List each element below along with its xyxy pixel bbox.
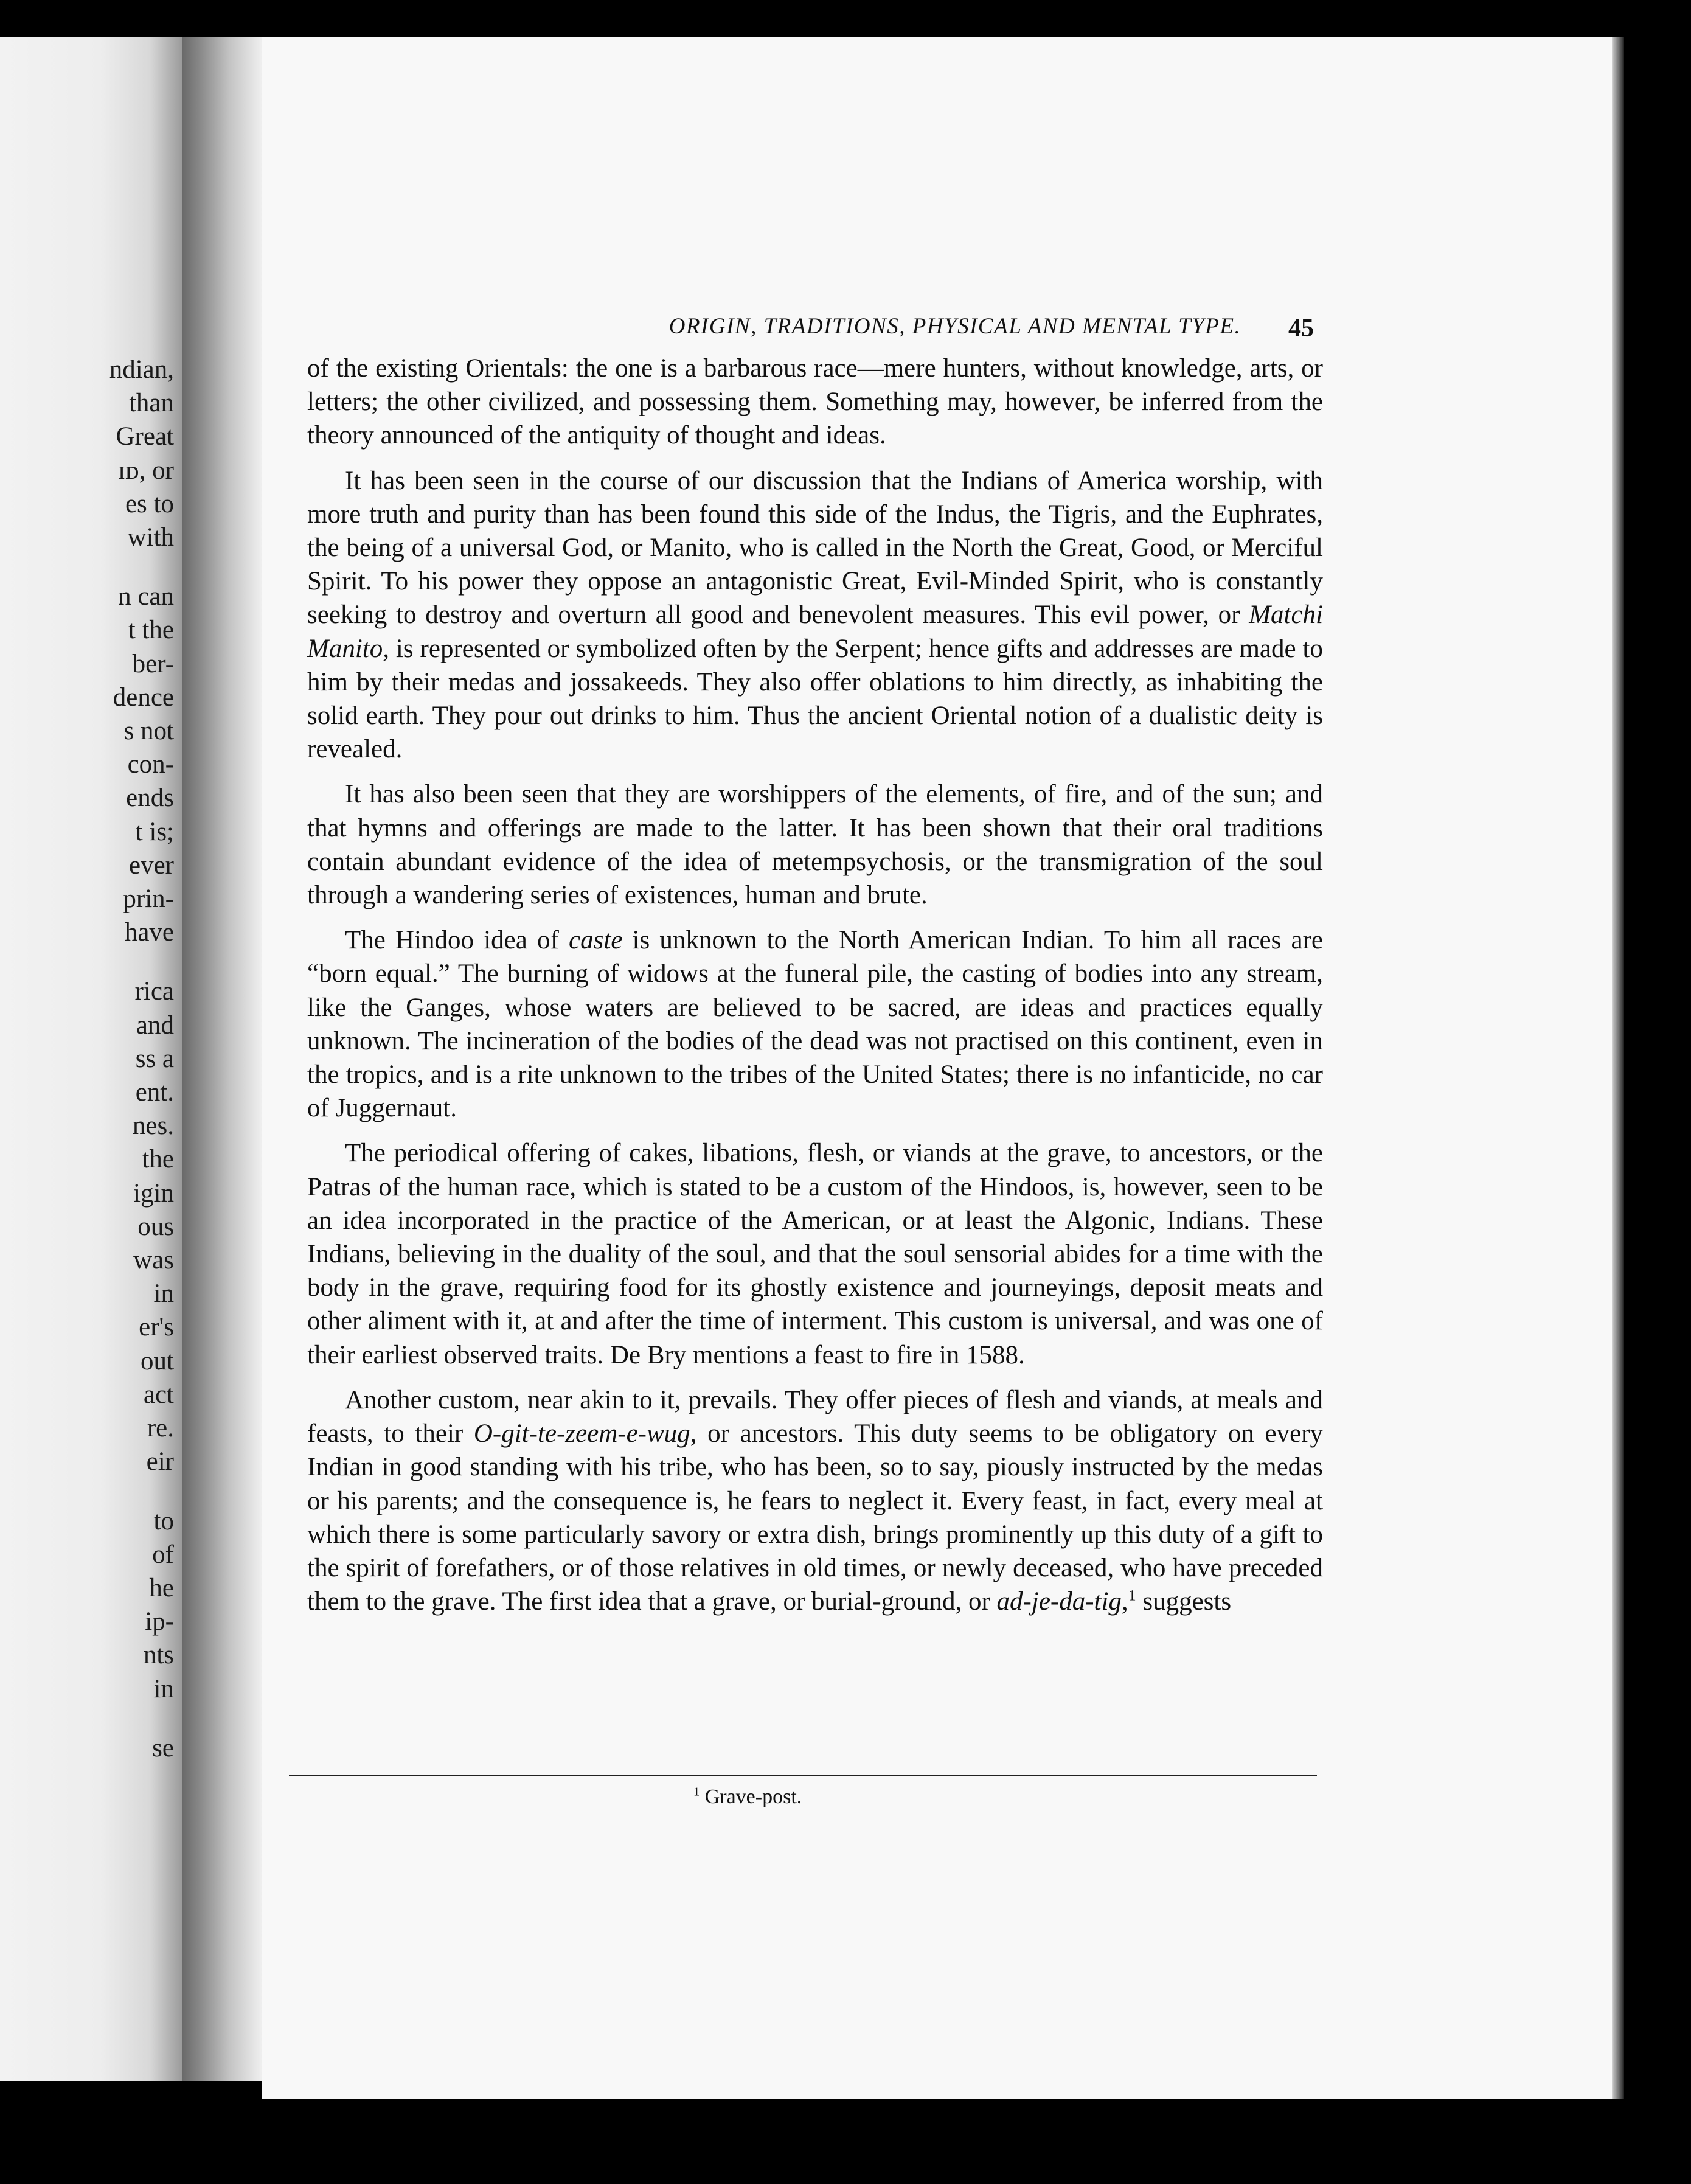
facing-page-line: with	[127, 523, 174, 552]
footnote-marker: 1	[693, 1785, 700, 1799]
paragraph: of the existing Orientals: the one is a barbarous race—mere hunters, without knowledge, arts, or letters; the other civilized, and possessing them. Something may, however, be inferred from the theory announced of the antiquity of thought and ideas.	[307, 354, 1323, 450]
facing-page-line: was	[133, 1246, 174, 1275]
footnote-rule	[289, 1775, 1317, 1776]
facing-page-line: re.	[147, 1414, 174, 1443]
facing-page-line: rica	[134, 977, 174, 1006]
facing-page-line: eir	[146, 1447, 174, 1476]
page-number: 45	[1288, 315, 1314, 343]
paragraph-gap	[109, 1706, 174, 1731]
facing-page-line: ber-	[132, 649, 174, 678]
facing-page-line: t is;	[135, 817, 174, 846]
facing-page-line: the	[142, 1145, 174, 1174]
facing-page-line: act	[143, 1380, 174, 1409]
facing-page-line: in	[153, 1279, 174, 1309]
paragraph: Another custom, near akin to it, prevails. They offer pieces of flesh and viands, at meals and feasts, to their O-git-te-zeem-e-wug, or ancestors. This duty seems to be obligatory on every Indian in good standing with his tribe, who has been, so to say, piously instructed by the medas or his parents; and the consequence is, he fears to neglect it. Every feast, in fact, every meal at which there is some particularly savory or extra dish, brings prominently up this duty of a gift to the spirit of forefathers, or of those relatives in old times, or newly deceased, who have preceded them to the grave. The first idea that a grave, or burial-ground, or ad-je-da-tig,$^1$ suggests	[307, 1385, 1324, 1616]
paragraph-gap	[109, 554, 174, 580]
facing-page	[0, 37, 182, 2081]
footnote-reference: 1	[1128, 1586, 1136, 1604]
facing-page-line: he	[149, 1573, 174, 1602]
facing-page-line: and	[136, 1010, 174, 1040]
facing-page-line: ous	[137, 1212, 174, 1241]
facing-page-line: nes.	[132, 1111, 174, 1141]
italic-term: caste	[569, 926, 623, 955]
footnote-text: Grave-post.	[704, 1786, 802, 1808]
facing-page-line: nts	[143, 1641, 174, 1670]
facing-page-line: con-	[127, 750, 174, 779]
facing-page-line: have	[124, 918, 174, 947]
facing-page-line: ndian,	[109, 355, 174, 384]
page-gutter	[182, 37, 262, 2081]
facing-page-line: igin	[133, 1178, 174, 1208]
facing-page-line: es to	[125, 489, 174, 518]
paragraph-gap	[109, 1479, 174, 1504]
facing-page-line: in	[153, 1674, 174, 1703]
facing-page-line: ɪᴅ, or	[118, 456, 174, 485]
book-page	[262, 37, 1612, 2099]
facing-page-line: n can	[118, 582, 174, 611]
facing-page-line: dence	[113, 683, 174, 712]
facing-page-line: out	[141, 1346, 174, 1375]
facing-page-line: t the	[128, 616, 174, 645]
facing-page-line: ip-	[145, 1607, 174, 1636]
facing-page-line: ent.	[135, 1078, 174, 1107]
italic-term: O-git-te-zeem-e-wug,	[473, 1419, 697, 1448]
facing-page-line: ss a	[135, 1044, 174, 1073]
paragraph-gap	[109, 949, 174, 975]
facing-page-line: er's	[139, 1313, 174, 1342]
facing-page-line: to	[153, 1506, 174, 1535]
facing-page-line: se	[152, 1733, 174, 1762]
facing-page-line: Great	[116, 422, 174, 451]
facing-page-line: ever	[129, 850, 174, 880]
facing-page-line: s not	[123, 717, 174, 746]
italic-term: Matchi Manito,	[307, 600, 1323, 663]
running-head: ORIGIN, TRADITIONS, PHYSICAL AND MENTAL TYPE.	[668, 314, 1241, 339]
facing-page-line: prin-	[123, 885, 174, 914]
paragraph: It has been seen in the course of our discussion that the Indians of America worship, with more truth and purity than has been found this side of the Indus, the Tigris, and the Euphrates, the being of a universal God, or Manito, who is called in the North the Great, Good, or Merciful Spirit. To his power they oppose an antagonistic Great, Evil-Minded Spirit, who is constantly seeking to destroy and overturn all good and benevolent measures. This evil power, or Matchi Manito, is represented or symbolized often by the Serpent; hence gifts and addresses are made to him by their medas and jossakeeds. They also offer oblations to him directly, as inhabiting the solid earth. They pour out drinks to him. Thus the ancient Oriental notion of a dualistic deity is revealed.	[307, 466, 1323, 764]
page-edge	[1612, 37, 1624, 2099]
paragraph: It has also been seen that they are worshippers of the elements, of fire, and of the sun; and that hymns and offerings are made to the latter. It has been shown that their oral traditions contain abundant evidence of the idea of metempsychosis, or the transmigration of the soul through a wandering series of existences, human and brute.	[307, 780, 1323, 910]
page-body	[307, 352, 1323, 1630]
paragraph: The periodical offering of cakes, libations, flesh, or viands at the grave, to ancestors, or the Patras of the human race, which is stated to be a custom of the Hindoos, is, however, seen to be an idea incorporated in the practice of the American, or at least the Algonic, Indians. These Indians, believing in the duality of the soul, and that the soul sensorial abides for a time with the body in the grave, requiring food for its ghostly existence and journeyings, deposit meats and other aliment with it, at and after the time of interment. This custom is universal, and was one of their earliest observed traits. De Bry mentions a feast to fire in 1588.	[307, 1139, 1323, 1369]
italic-term: ad-je-da-tig,	[996, 1587, 1128, 1616]
paragraph: The Hindoo idea of caste is unknown to the North American Indian. To him all races are “born equal.” The burning of widows at the funeral pile, the casting of bodies into any stream, like the Ganges, whose waters are believed to be sacred, are ideas and practices equally unknown. The incineration of the bodies of the dead was not practised on this continent, even in the tropics, and is a rite unknown to the tribes of the United States; there is no infanticide, no car of Juggernaut.	[307, 926, 1323, 1123]
footnote	[693, 1786, 802, 1809]
facing-page-line: of	[152, 1540, 174, 1569]
facing-page-text	[109, 353, 174, 1765]
facing-page-line: than	[128, 389, 174, 418]
facing-page-line: ends	[126, 784, 174, 813]
